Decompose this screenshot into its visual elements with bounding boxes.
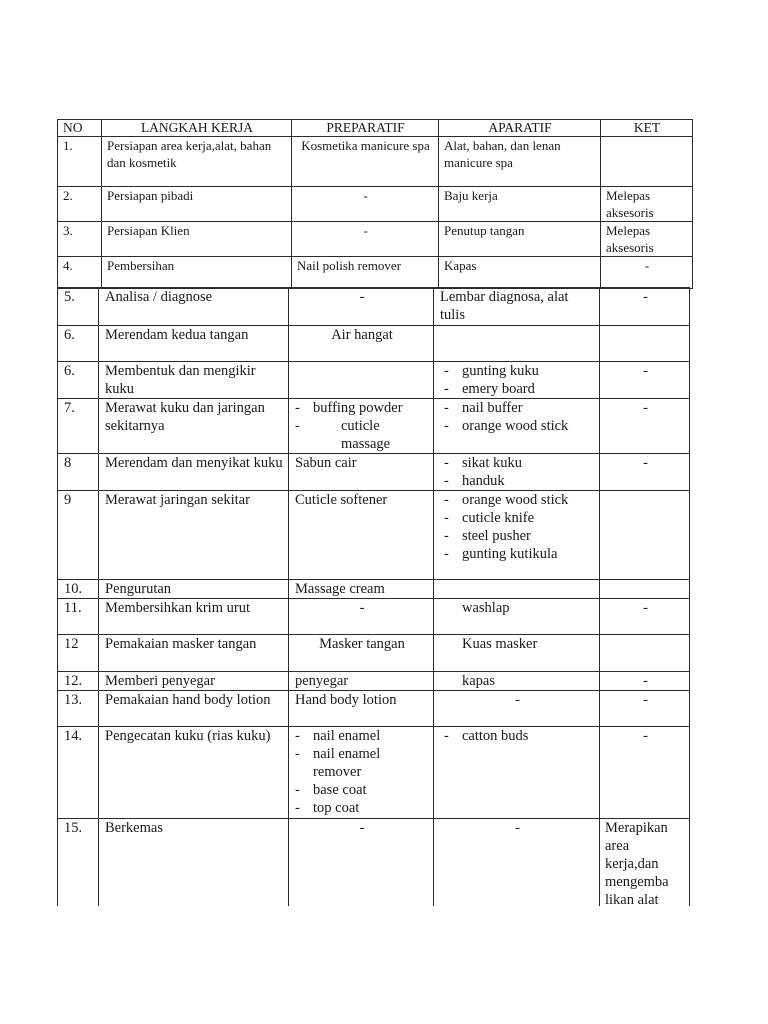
header-aparatif: APARATIF <box>439 120 601 137</box>
list-item: - catton buds <box>440 727 595 745</box>
cell-aparatif <box>434 454 600 491</box>
cell-aparatif <box>434 399 600 454</box>
procedure-table-top <box>57 119 693 289</box>
table-row <box>58 727 690 819</box>
cell-aparatif: - <box>434 691 600 727</box>
list-item: - emery board <box>440 380 595 398</box>
cell-ket <box>600 580 690 599</box>
list-item: - top coat <box>291 799 429 817</box>
cell-no: 2. <box>58 187 102 222</box>
cell-no: 13. <box>58 691 99 727</box>
cell-preparatif: Massage cream <box>289 580 434 599</box>
procedure-table-bottom <box>57 287 690 906</box>
cell-no: 4. <box>58 257 102 289</box>
table-row <box>58 399 690 454</box>
list-item: - cuticle knife <box>440 509 595 527</box>
cell-preparatif: Air hangat <box>289 326 434 362</box>
aparatif-list <box>440 727 595 745</box>
cell-aparatif: Lembar diagnosa, alat tulis <box>434 288 600 326</box>
cell-preparatif: Hand body lotion <box>289 691 434 727</box>
cell-no: 9 <box>58 491 99 580</box>
cell-no: 11. <box>58 599 99 635</box>
cell-langkah: Membentuk dan mengikir kuku <box>99 362 289 399</box>
cell-preparatif: - <box>292 222 439 257</box>
cell-ket: Melepas aksesoris <box>601 222 693 257</box>
table-row <box>58 137 693 187</box>
cell-no: 6. <box>58 326 99 362</box>
cell-no: 12. <box>58 672 99 691</box>
table-row <box>58 187 693 222</box>
cell-aparatif <box>434 580 600 599</box>
aparatif-list <box>440 362 595 398</box>
cell-langkah: Berkemas <box>99 819 289 907</box>
aparatif-list <box>440 454 595 490</box>
cell-preparatif: Cuticle softener <box>289 491 434 580</box>
cell-ket <box>601 137 693 187</box>
cell-no: 5. <box>58 288 99 326</box>
header-no: NO <box>58 120 102 137</box>
table-row <box>58 635 690 672</box>
list-item: - handuk <box>440 472 595 490</box>
list-item: - cuticle massage <box>291 417 429 453</box>
cell-preparatif: - <box>289 819 434 907</box>
cell-ket: - <box>601 257 693 289</box>
table-row <box>58 326 690 362</box>
cell-preparatif: - <box>289 599 434 635</box>
cell-langkah: Pengecatan kuku (rias kuku) <box>99 727 289 819</box>
cell-ket <box>600 635 690 672</box>
cell-ket: - <box>600 454 690 491</box>
preparatif-list <box>291 727 429 817</box>
cell-preparatif <box>289 362 434 399</box>
cell-langkah: Pembersihan <box>102 257 292 289</box>
cell-preparatif: - <box>292 187 439 222</box>
cell-aparatif: Penutup tangan <box>439 222 601 257</box>
cell-ket: - <box>600 672 690 691</box>
cell-aparatif <box>434 362 600 399</box>
header-ket: KET <box>601 120 693 137</box>
aparatif-list <box>440 491 595 563</box>
list-item: - sikat kuku <box>440 454 595 472</box>
list-item: - gunting kutikula <box>440 545 595 563</box>
cell-no: 8 <box>58 454 99 491</box>
table-row <box>58 599 690 635</box>
cell-ket: - <box>600 599 690 635</box>
cell-ket: Melepas aksesoris <box>601 187 693 222</box>
cell-aparatif: Kuas masker <box>434 635 600 672</box>
cell-no: 14. <box>58 727 99 819</box>
cell-preparatif <box>289 399 434 454</box>
table-row <box>58 454 690 491</box>
cell-langkah: Pemakaian masker tangan <box>99 635 289 672</box>
cell-ket: - <box>600 727 690 819</box>
list-item: - nail enamel remover <box>291 745 429 781</box>
cell-no: 10. <box>58 580 99 599</box>
cell-preparatif: - <box>289 288 434 326</box>
cell-langkah: Persiapan area kerja,alat, bahan dan kosmetik <box>102 137 292 187</box>
cell-preparatif: penyegar <box>289 672 434 691</box>
header-langkah-kerja: LANGKAH KERJA <box>102 120 292 137</box>
cell-aparatif <box>434 727 600 819</box>
list-item: - base coat <box>291 781 429 799</box>
table-row <box>58 362 690 399</box>
cell-no: 3. <box>58 222 102 257</box>
table-row <box>58 288 690 326</box>
list-item: - steel pusher <box>440 527 595 545</box>
cell-langkah: Membersihkan krim urut <box>99 599 289 635</box>
cell-aparatif <box>434 326 600 362</box>
cell-preparatif: Masker tangan <box>289 635 434 672</box>
table-row <box>58 222 693 257</box>
cell-preparatif: Sabun cair <box>289 454 434 491</box>
cell-langkah: Pemakaian hand body lotion <box>99 691 289 727</box>
cell-preparatif: Nail polish remover <box>292 257 439 289</box>
cell-no: 7. <box>58 399 99 454</box>
cell-aparatif: washlap <box>434 599 600 635</box>
cell-ket: - <box>600 288 690 326</box>
table-row <box>58 819 690 907</box>
cell-langkah: Merendam dan menyikat kuku <box>99 454 289 491</box>
cell-ket: - <box>600 691 690 727</box>
cell-langkah: Merendam kedua tangan <box>99 326 289 362</box>
table-row <box>58 691 690 727</box>
list-item: - gunting kuku <box>440 362 595 380</box>
list-item: - orange wood stick <box>440 417 595 435</box>
cell-no: 6. <box>58 362 99 399</box>
list-item: - orange wood stick <box>440 491 595 509</box>
cell-ket: - <box>600 399 690 454</box>
cell-ket: Merapikan area kerja,dan mengemba likan alat <box>600 819 690 907</box>
preparatif-list <box>291 399 429 453</box>
cell-aparatif: - <box>434 819 600 907</box>
cell-preparatif <box>289 727 434 819</box>
cell-no: 15. <box>58 819 99 907</box>
table-row <box>58 580 690 599</box>
cell-ket: - <box>600 362 690 399</box>
table-row <box>58 491 690 580</box>
cell-langkah: Persiapan Klien <box>102 222 292 257</box>
cell-langkah: Merawat kuku dan jaringan sekitarnya <box>99 399 289 454</box>
cell-aparatif: Baju kerja <box>439 187 601 222</box>
cell-langkah: Pengurutan <box>99 580 289 599</box>
cell-preparatif: Kosmetika manicure spa <box>292 137 439 187</box>
cell-no: 12 <box>58 635 99 672</box>
list-item: - buffing powder <box>291 399 429 417</box>
cell-no: 1. <box>58 137 102 187</box>
list-item: - nail enamel <box>291 727 429 745</box>
cell-aparatif: kapas <box>434 672 600 691</box>
cell-ket <box>600 491 690 580</box>
table-row <box>58 257 693 289</box>
header-preparatif: PREPARATIF <box>292 120 439 137</box>
cell-ket <box>600 326 690 362</box>
aparatif-list <box>440 399 595 435</box>
table-row <box>58 672 690 691</box>
table-header-row <box>58 120 693 137</box>
cell-aparatif: Alat, bahan, dan lenan manicure spa <box>439 137 601 187</box>
list-item: - nail buffer <box>440 399 595 417</box>
cell-langkah: Memberi penyegar <box>99 672 289 691</box>
cell-langkah: Persiapan pibadi <box>102 187 292 222</box>
cell-aparatif: Kapas <box>439 257 601 289</box>
cell-aparatif <box>434 491 600 580</box>
cell-langkah: Analisa / diagnose <box>99 288 289 326</box>
cell-langkah: Merawat jaringan sekitar <box>99 491 289 580</box>
